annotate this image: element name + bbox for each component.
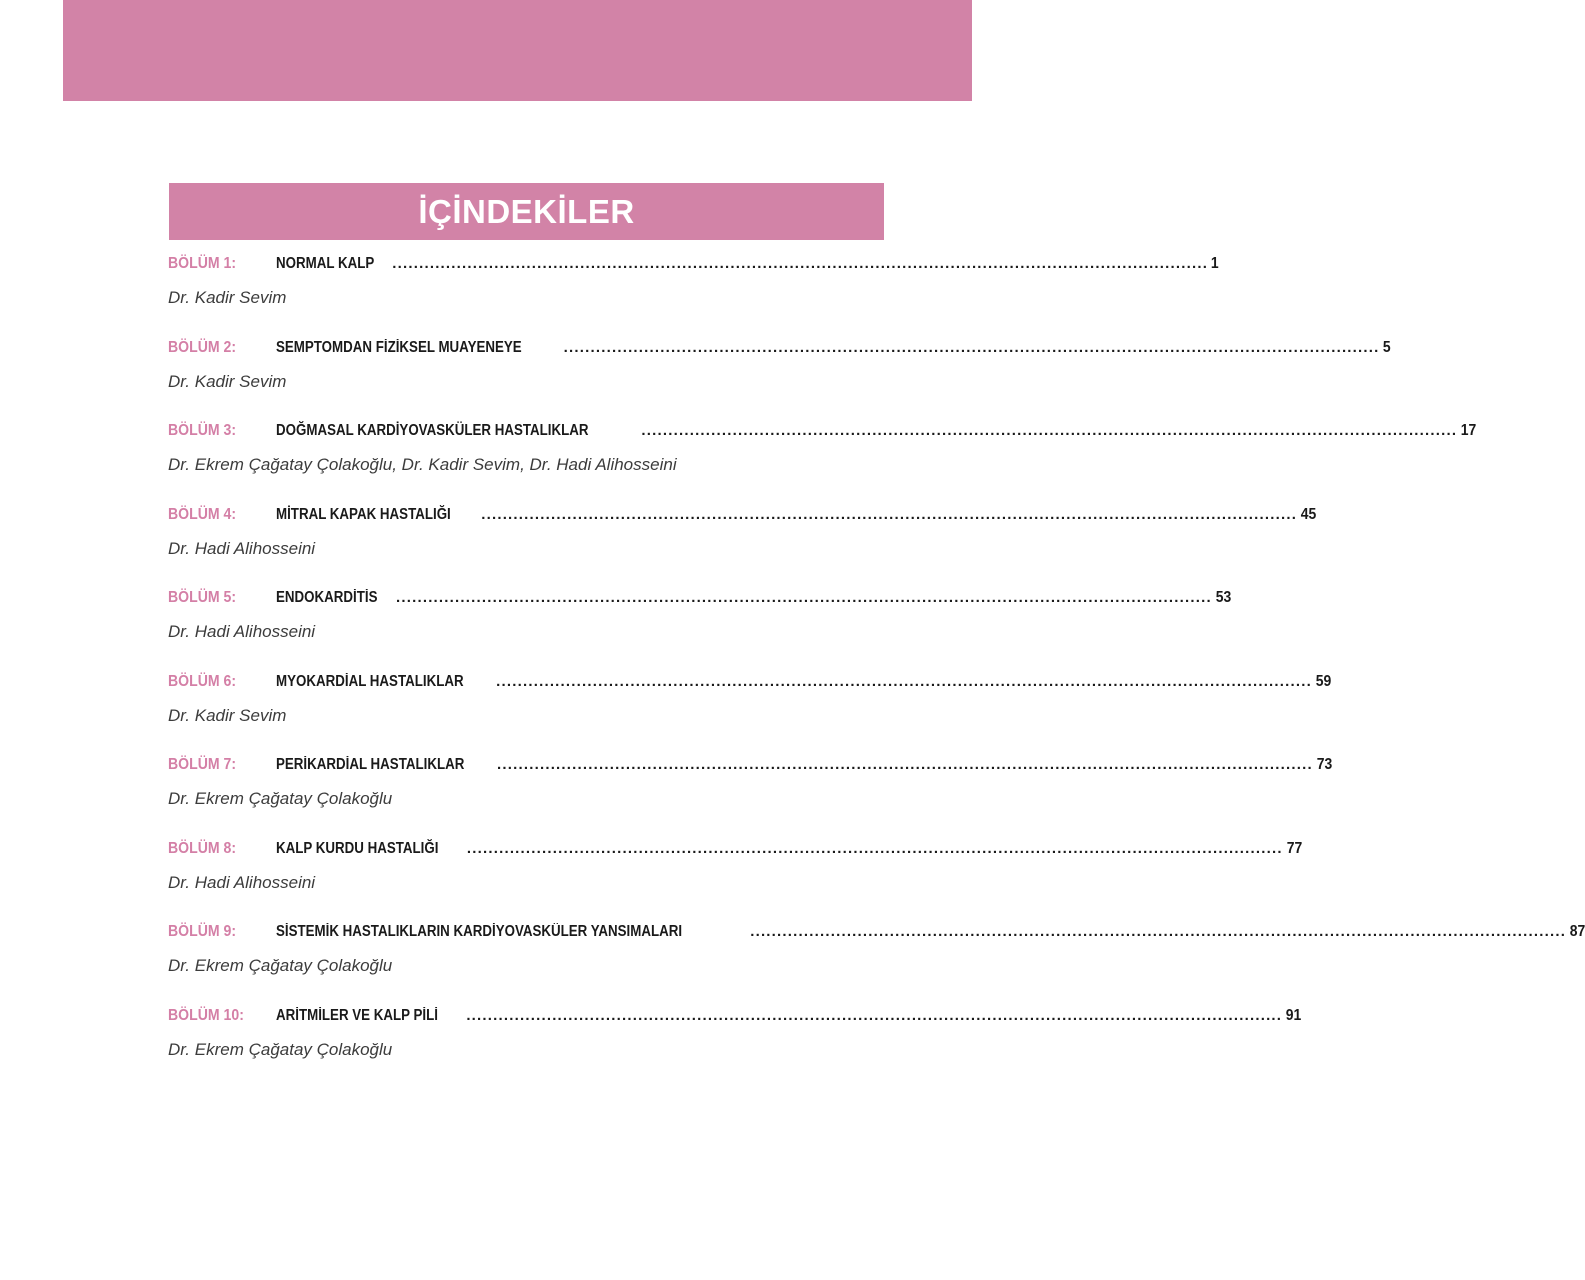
dot-leader: ........................................................................................................................................................ xyxy=(496,672,1312,690)
header-band xyxy=(63,0,972,101)
dot-leader: ........................................................................................................................................................ xyxy=(395,589,1212,606)
dot-leader: ........................................................................................................................................................ xyxy=(466,839,1283,857)
chapter-label: BÖLÜM 5: xyxy=(168,589,237,606)
chapter-title: ARİTMİLER VE KALP PİLİ xyxy=(276,1006,438,1024)
chapter-label: BÖLÜM 7: xyxy=(168,756,237,773)
toc-entry-2[interactable] xyxy=(168,338,1391,423)
chapter-label: BÖLÜM 1: xyxy=(168,255,237,272)
dot-leader: ........................................................................................................................................................ xyxy=(750,923,1567,940)
toc-entry-line xyxy=(168,672,1332,697)
chapter-author: Dr. Kadir Sevim xyxy=(168,705,287,725)
page-number: 73 xyxy=(1316,756,1333,773)
table-of-contents xyxy=(168,255,1585,1090)
toc-entry-1[interactable] xyxy=(168,255,1219,339)
chapter-title: ENDOKARDİTİS xyxy=(276,589,378,606)
dot-leader: ........................................................................................................................................................ xyxy=(481,505,1298,523)
chapter-author: Dr. Kadir Sevim xyxy=(168,371,287,391)
toc-entry-line xyxy=(168,923,1585,947)
chapter-label: BÖLÜM 8: xyxy=(168,839,237,857)
chapter-title: MYOKARDİAL HASTALIKLAR xyxy=(276,672,464,690)
dot-leader: ........................................................................................................................................................ xyxy=(497,756,1313,773)
toc-entry-line xyxy=(168,589,1232,613)
toc-entry-line xyxy=(168,255,1219,279)
chapter-title: NORMAL KALP xyxy=(276,255,375,272)
toc-entry-line xyxy=(168,338,1391,363)
toc-entry-7[interactable] xyxy=(168,756,1333,840)
page-number: 91 xyxy=(1285,1006,1302,1024)
page-number: 59 xyxy=(1315,672,1332,690)
toc-entry-line xyxy=(168,756,1333,780)
page-number: 77 xyxy=(1286,839,1302,857)
chapter-title: MİTRAL KAPAK HASTALIĞI xyxy=(276,505,451,523)
toc-entry-line xyxy=(168,839,1302,864)
toc-entry-5[interactable] xyxy=(168,589,1232,673)
chapter-author: Dr. Ekrem Çağatay Çolakoğlu xyxy=(168,1039,393,1059)
dot-leader: ........................................................................................................................................................ xyxy=(392,255,1209,272)
chapter-label: BÖLÜM 6: xyxy=(168,672,237,690)
chapter-author: Dr. Hadi Alihosseini xyxy=(168,622,316,641)
dot-leader: ........................................................................................................................................................ xyxy=(563,338,1380,356)
toc-entry-6[interactable] xyxy=(168,672,1332,757)
dot-leader: ........................................................................................................................................................ xyxy=(641,422,1458,439)
chapter-label: BÖLÜM 10: xyxy=(168,1006,244,1024)
chapter-author: Dr. Ekrem Çağatay Çolakoğlu xyxy=(168,956,393,975)
toc-entry-line xyxy=(168,422,1477,446)
toc-entry-line xyxy=(168,1006,1302,1031)
chapter-author: Dr. Ekrem Çağatay Çolakoğlu, Dr. Kadir Sevim, Dr. Hadi Alihosseini xyxy=(168,455,677,474)
page-number: 17 xyxy=(1460,422,1477,439)
dot-leader: ........................................................................................................................................................ xyxy=(466,1006,1283,1024)
chapter-label: BÖLÜM 3: xyxy=(168,422,237,439)
chapter-author: Dr. Hadi Alihosseini xyxy=(168,872,316,892)
chapter-label: BÖLÜM 2: xyxy=(168,338,237,356)
toc-entry-9[interactable] xyxy=(168,923,1585,1007)
chapter-title: DOĞMASAL KARDİYOVASKÜLER HASTALIKLAR xyxy=(276,422,589,439)
toc-entry-8[interactable] xyxy=(168,839,1302,924)
chapter-author: Dr. Hadi Alihosseini xyxy=(168,538,316,558)
chapter-title: SEMPTOMDAN FİZİKSEL MUAYENEYE xyxy=(276,338,522,356)
page-title: İÇİNDEKİLER xyxy=(418,192,635,230)
chapter-title: KALP KURDU HASTALIĞI xyxy=(276,839,439,857)
page-number: 1 xyxy=(1210,255,1219,272)
toc-entry-4[interactable] xyxy=(168,505,1317,590)
chapter-label: BÖLÜM 9: xyxy=(168,923,237,940)
toc-entry-10[interactable] xyxy=(168,1006,1302,1091)
page-number: 45 xyxy=(1300,505,1317,523)
toc-title-bar xyxy=(169,183,884,240)
chapter-title: SİSTEMİK HASTALIKLARIN KARDİYOVASKÜLER YANSIMALARI xyxy=(276,923,683,940)
chapter-label: BÖLÜM 4: xyxy=(168,505,237,523)
page-number: 53 xyxy=(1215,589,1232,606)
chapter-author: Dr. Kadir Sevim xyxy=(168,288,287,307)
chapter-author: Dr. Ekrem Çağatay Çolakoğlu xyxy=(168,789,393,808)
chapter-title: PERİKARDİAL HASTALIKLAR xyxy=(276,756,465,773)
page-number: 87 xyxy=(1569,923,1585,940)
toc-entry-line xyxy=(168,505,1317,530)
toc-entry-3[interactable] xyxy=(168,422,1477,506)
page-number: 5 xyxy=(1382,338,1391,356)
